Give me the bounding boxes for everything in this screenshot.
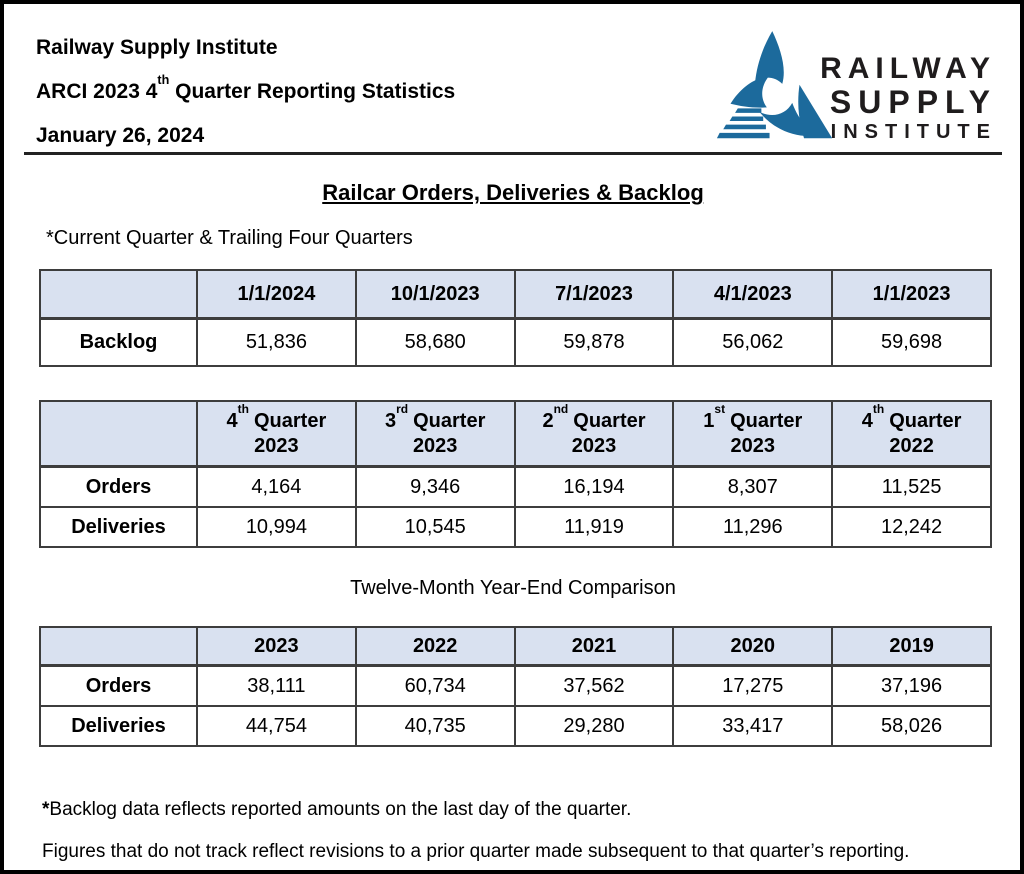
row-header: Orders (40, 666, 197, 707)
orders-row (40, 467, 991, 508)
data-cell: 11,296 (673, 507, 832, 547)
column-header: 7/1/2023 (515, 270, 674, 319)
quarterly-table-header-row (40, 401, 991, 467)
column-header: 4thQuarter 2022 (832, 401, 991, 467)
report-header (36, 30, 997, 148)
rsi-logo-word-institute: INSTITUTE (830, 121, 997, 143)
data-cell: 37,562 (515, 666, 674, 707)
data-cell: 29,280 (515, 706, 674, 746)
org-name: Railway Supply Institute (36, 36, 278, 59)
data-cell: 16,194 (515, 467, 674, 508)
column-header: 2020 (673, 627, 832, 666)
data-cell: 44,754 (197, 706, 356, 746)
deliveries-row (40, 706, 991, 746)
data-cell: 10,545 (356, 507, 515, 547)
column-header: 4thQuarter 2023 (197, 401, 356, 467)
backlog-table-header-row (40, 270, 991, 319)
column-header: 2023 (197, 627, 356, 666)
data-cell: 33,417 (673, 706, 832, 746)
data-cell: 4,164 (197, 467, 356, 508)
report-header-text (36, 30, 455, 147)
row-header: Backlog (40, 319, 197, 367)
rsi-logo (716, 26, 997, 148)
header-divider (24, 152, 1002, 155)
report-title-prefix: ARCI 2023 4 (36, 80, 158, 103)
section-subtitle: *Current Quarter & Trailing Four Quarters (46, 227, 413, 249)
row-header: Deliveries (40, 706, 197, 746)
backlog-table (39, 269, 992, 367)
footnote-revisions: Figures that do not track reflect revisions to a prior quarter made subsequent to that quarter’s reporting. (42, 841, 910, 862)
rsi-logo-word-supply: SUPPLY (829, 84, 997, 120)
section-title: Railcar Orders, Deliveries & Backlog (322, 180, 704, 205)
report-title-suffix: Quarter Reporting Statistics (169, 80, 456, 103)
data-cell: 37,196 (832, 666, 991, 707)
comparison-title: Twelve-Month Year-End Comparison (350, 577, 676, 599)
report-title-ordinal: th (157, 72, 170, 87)
rsi-logo-wordmark (820, 26, 997, 143)
corner-cell (40, 627, 197, 666)
column-header: 1/1/2024 (197, 270, 356, 319)
footnote-backlog-text: Backlog data reflects reported amounts on the last day of the quarter. (49, 799, 632, 820)
data-cell: 8,307 (673, 467, 832, 508)
report-date: January 26, 2024 (36, 124, 205, 147)
data-cell: 60,734 (356, 666, 515, 707)
data-cell: 12,242 (832, 507, 991, 547)
data-cell: 11,919 (515, 507, 674, 547)
data-cell: 59,698 (832, 319, 991, 367)
footnote-asterisk: * (42, 799, 50, 820)
rsi-logo-word-railway: RAILWAY (820, 52, 996, 85)
column-header: 2019 (832, 627, 991, 666)
column-header: 3rdQuarter 2023 (356, 401, 515, 467)
column-header: 1/1/2023 (832, 270, 991, 319)
backlog-row (40, 319, 991, 367)
data-cell: 11,525 (832, 467, 991, 508)
data-cell: 17,275 (673, 666, 832, 707)
row-header: Orders (40, 467, 197, 508)
corner-cell (40, 270, 197, 319)
annual-table-header-row (40, 627, 991, 666)
rsi-triangle-logo-icon (716, 26, 834, 148)
data-cell: 51,836 (197, 319, 356, 367)
row-header: Deliveries (40, 507, 197, 547)
column-header: 2022 (356, 627, 515, 666)
data-cell: 38,111 (197, 666, 356, 707)
orders-row (40, 666, 991, 707)
column-header: 10/1/2023 (356, 270, 515, 319)
quarterly-table (39, 400, 992, 548)
column-header: 2ndQuarter 2023 (515, 401, 674, 467)
column-header: 1stQuarter 2023 (673, 401, 832, 467)
deliveries-row (40, 507, 991, 547)
report-title (36, 72, 456, 103)
column-header: 4/1/2023 (673, 270, 832, 319)
data-cell: 59,878 (515, 319, 674, 367)
footnote-backlog (42, 799, 990, 821)
corner-cell (40, 401, 197, 467)
data-cell: 56,062 (673, 319, 832, 367)
data-cell: 58,680 (356, 319, 515, 367)
data-cell: 10,994 (197, 507, 356, 547)
annual-table (39, 626, 992, 747)
data-cell: 9,346 (356, 467, 515, 508)
data-cell: 58,026 (832, 706, 991, 746)
column-header: 2021 (515, 627, 674, 666)
data-cell: 40,735 (356, 706, 515, 746)
